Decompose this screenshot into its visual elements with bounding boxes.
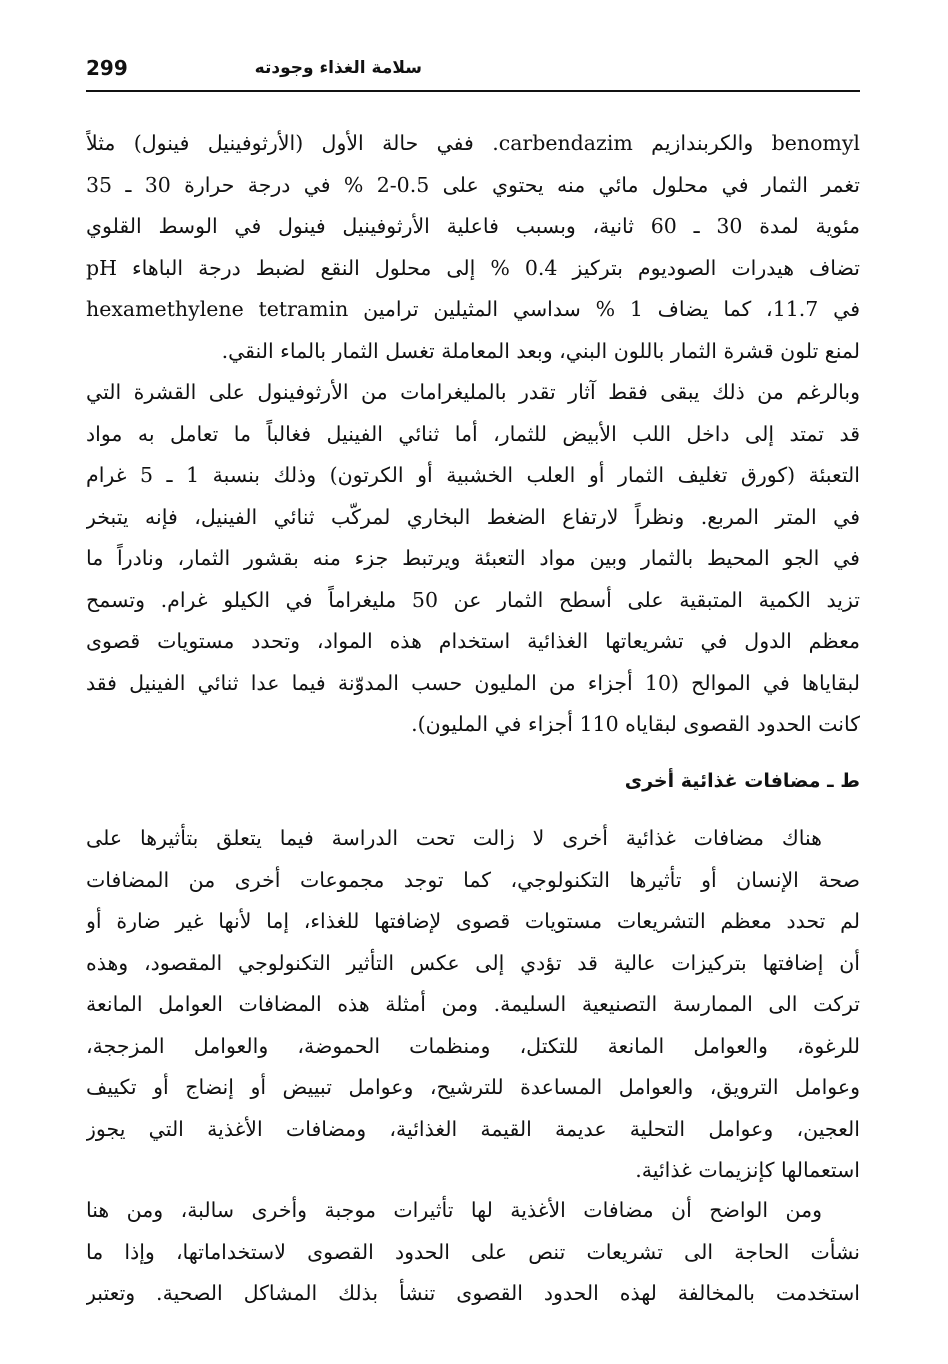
paragraph-fungicide-treatment [86, 123, 860, 372]
text-line: معظم الدول في تشريعاتها الغذائية استخدام هذه المواد، وتحدد مستويات قصوى [86, 629, 860, 653]
text-line: تركت الى الممارسة التصنيعية السليمة. ومن أمثلة هذه المضافات العوامل المانعة [86, 992, 860, 1016]
text-line: التعبئة (كورق تغليف الثمار أو العلب الخشبية أو الكرتون) وذلك بنسبة 1 ـ 5 غرام [86, 463, 860, 487]
text-line: تضاف هيدرات الصوديوم بتركيز 0.4 % إلى محلول النقع لضبط درجة الباهاء pH [86, 255, 860, 280]
section-heading: ط ـ مضافات غذائية أخرى [624, 770, 860, 792]
text-line: استخدمت بالمخالفة لهذه الحدود القصوى تنشأ بذلك المشاكل الصحية. وتعتبر [86, 1281, 860, 1305]
text-line: تغمر الثمار في محلول مائي منه يحتوي على 0.5-2 % في درجة حرارة 30 ـ 35 [86, 172, 860, 197]
text-line: استعمالها كإنزيمات غذائية. [635, 1158, 860, 1182]
page-number: 299 [86, 56, 128, 80]
text-line: لمنع تلون قشرة الثمار باللون البني، وبعد المعاملة تغسل الثمار بالماء النقي. [221, 338, 860, 363]
text-line: للرغوة، والعوامل المانعة للتكتل، ومنظمات الحموضة، والعوامل المزججة، [86, 1033, 860, 1058]
text-line: benomyl والكربندازيم carbendazim. ففي حالة الأول (الأرثوفينيل فينول) مثلاً [86, 131, 860, 155]
text-line: تزيد الكمية المتبقية على أسطح الثمار عن 50 مليغراماً في الكيلو غرام. وتسمح [86, 587, 860, 612]
text-line: نشأت الحاجة الى تشريعات تنص على الحدود القصوى لاستخداماتها، وإذا ما [86, 1239, 860, 1264]
text-line: لم تحدد معظم التشريعات مستويات قصوى لإضافتها للغذاء، إما لأنها غير ضارة أو [86, 909, 860, 933]
running-header [86, 54, 860, 92]
text-line: في المتر المربع. ونظراً لارتفاع الضغط البخاري لمركّب ثنائي الفينيل، فإنه يتبخر [86, 504, 860, 529]
text-line: صحة الإنسان أو تأثيرها التكنولوجي، كما توجد مجموعات أخرى من المضافات [86, 867, 860, 892]
paragraph-other-additives [86, 818, 860, 1192]
text-line: أن إضافتها بتركيزات عالية قد تؤدي إلى عكس التأثير التكنولوجي المقصود، وهذه [86, 950, 860, 975]
text-line: مئوية لمدة 30 ـ 60 ثانية، وبسبب فاعلية الأرثوفينيل فينول في الوسط القلوي [86, 214, 860, 238]
paragraph-regulation [86, 1190, 860, 1315]
text-line: كانت الحدود القصوى لبقاياه 110 أجزاء في المليون). [411, 712, 860, 736]
text-line: العجين، وعوامل التحلية عديمة القيمة الغذائية، ومضافات الأغذية التي يجوز [86, 1116, 860, 1141]
text-line: ومن الواضح أن مضافات الأغذية لها تأثيرات موجبة وأخرى سالبة، ومن هنا [86, 1198, 822, 1222]
text-line: قد تمتد إلى داخل اللب الأبيض للثمار، أما ثنائي الفينيل فغالباً ما تعامل به مواد [86, 421, 860, 446]
text-line: لبقاياها في الموالح (10 أجزاء من المليون حسب المدوّنة فيما عدا ثنائي الفينيل فقد [86, 670, 860, 695]
text-line: في الجو المحيط بالثمار وبين مواد التعبئة ويرتبط جزء منه بقشور الثمار، ونادراً ما [86, 546, 860, 570]
text-line: وعوامل الترويق، والعوامل المساعدة للترشيح، وعوامل تبييض أو إنضاج أو تكييف [86, 1075, 860, 1099]
text-line: هناك مضافات غذائية أخرى لا زالت تحت الدراسة فيما يتعلق بتأثيرها على [86, 826, 822, 850]
text-line: وبالرغم من ذلك يبقى فقط آثار تقدر بالمليغرامات من الأرثوفينول على القشرة التي [86, 380, 860, 404]
paragraph-residues [86, 372, 860, 746]
header-title: سلامة الغذاء وجودته [254, 58, 422, 78]
text-line: في 11.7، كما يضاف 1 % سداسي المثيلين ترامين hexamethylene tetramin [86, 297, 860, 321]
